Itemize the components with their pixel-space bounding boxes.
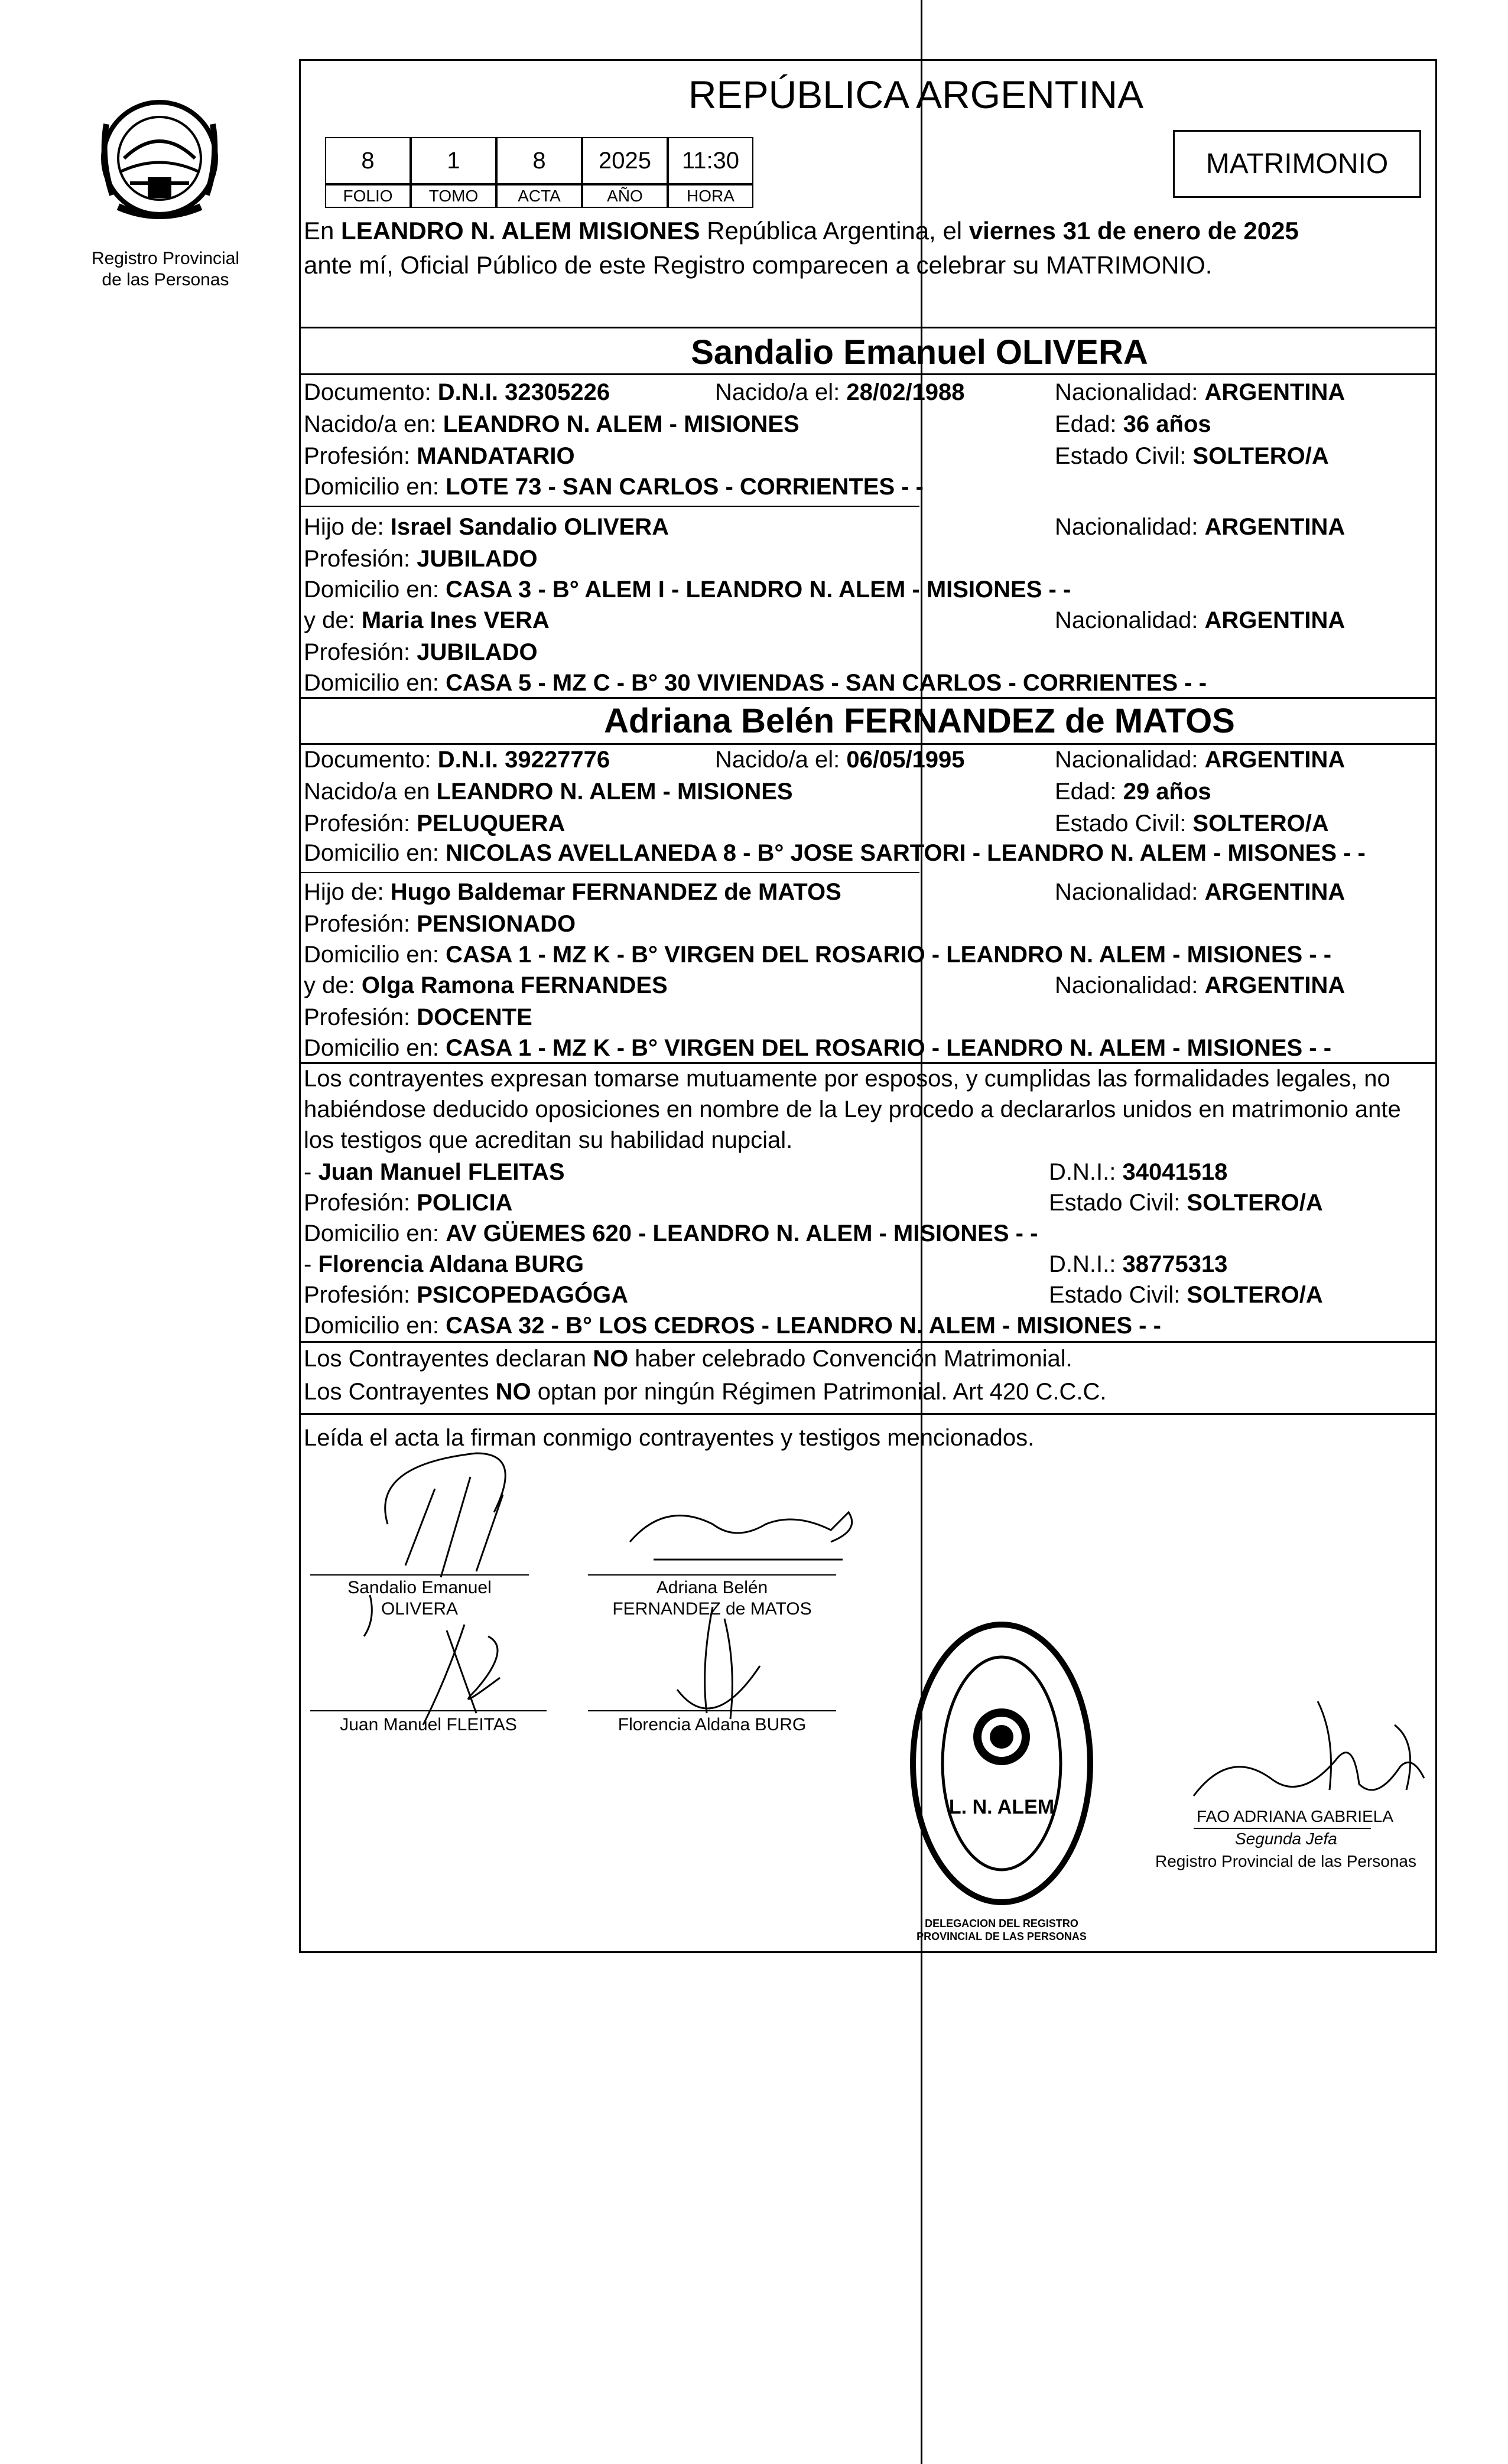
spouse2-civil-status: Estado Civil: SOLTERO/A [1055,811,1329,836]
spouse1-civil-status: Estado Civil: SOLTERO/A [1055,443,1329,469]
spouse1-father-address: Domicilio en: CASA 3 - B° ALEM I - LEANDRO N. ALEM - MISIONES - - [304,577,1071,603]
witness2-address: Domicilio en: CASA 32 - B° LOS CEDROS - LEANDRO N. ALEM - MISIONES - - [304,1313,1161,1339]
divider [299,1062,1437,1064]
act-type: MATRIMONIO [1205,148,1389,180]
divider [299,327,1437,328]
folio-label: FOLIO [325,184,411,208]
spouse2-mother-address: Domicilio en: CASA 1 - MZ K - B° VIRGEN DEL ROSARIO - LEANDRO N. ALEM - MISIONES - - [304,1035,1332,1061]
act-type-box [1173,130,1421,198]
officer-name: FAO ADRIANA GABRIELA [1197,1807,1394,1825]
divider [299,1413,1437,1415]
sig4-name: Florencia Aldana BURG [618,1715,807,1734]
spouse2-birthdate: Nacido/a el: 06/05/1995 [715,747,965,773]
witness1-profession: Profesión: POLICIA [304,1190,513,1216]
divider [299,506,919,507]
spouse2-father-address: Domicilio en: CASA 1 - MZ K - B° VIRGEN DEL ROSARIO - LEANDRO N. ALEM - MISIONES - - [304,942,1332,968]
divider [299,1341,1437,1343]
sig1-name-line1: Sandalio Emanuel [347,1578,492,1597]
spouse2-profession: Profesión: PELUQUERA [304,811,566,836]
country-title: REPÚBLICA ARGENTINA [688,73,1144,116]
signature-line [310,1574,529,1576]
spouse1-nationality: Nacionalidad: ARGENTINA [1055,379,1346,405]
spouse1-age: Edad: 36 años [1055,411,1211,437]
witness2-dni: D.N.I.: 38775313 [1049,1251,1228,1277]
spouse1-document: Documento: D.N.I. 32305226 [304,379,610,405]
spouse1-address: Domicilio en: LOTE 73 - SAN CARLOS - CORRIENTES - - [304,474,924,500]
divider [299,373,1437,375]
officer-title: Segunda Jefa [1235,1830,1337,1848]
signature-line [588,1710,836,1711]
hora-value: 11:30 [668,137,753,184]
intro-line1: En LEANDRO N. ALEM MISIONES República Argentina, el viernes 31 de enero de 2025 [304,217,1299,245]
registry-name-line2: de las Personas [102,270,229,289]
spouse1-birthdate: Nacido/a el: 28/02/1988 [715,379,965,405]
folio-value: 8 [325,137,411,184]
spouse1-mother-nationality: Nacionalidad: ARGENTINA [1055,607,1346,633]
official-stamp [904,1613,1099,1914]
spouse1-mother-profession: Profesión: JUBILADO [304,639,538,665]
spouse2-age: Edad: 29 años [1055,779,1211,805]
spouse1-mother: y de: Maria Ines VERA [304,607,550,633]
declaration-line2: habiéndose deducido oposiciones en nombre de la Ley procedo a declararlos unidos en matrimonio ante [304,1096,1401,1122]
spouse1-name: Sandalio Emanuel OLIVERA [691,333,1148,372]
spouse2-mother-profession: Profesión: DOCENTE [304,1004,532,1030]
witness1-name: - Juan Manuel FLEITAS [304,1159,565,1185]
signature-line [588,1574,836,1576]
witness2-civil-status: Estado Civil: SOLTERO/A [1049,1282,1323,1308]
stamp-ring-text: DELEGACION DEL REGISTRO PROVINCIAL DE LAS PERSONAS [916,1918,1087,1942]
divider [299,697,1437,699]
witness1-address: Domicilio en: AV GÜEMES 620 - LEANDRO N. ALEM - MISIONES - - [304,1220,1038,1246]
witness1-dni: D.N.I.: 34041518 [1049,1159,1228,1185]
spouse1-mother-address: Domicilio en: CASA 5 - MZ C - B° 30 VIVIENDAS - SAN CARLOS - CORRIENTES - - [304,670,1207,696]
spouse1-birthplace: Nacido/a en: LEANDRO N. ALEM - MISIONES [304,411,800,437]
sig2-name-line1: Adriana Belén [656,1578,768,1597]
spouse1-father-nationality: Nacionalidad: ARGENTINA [1055,514,1346,540]
declaration-line1: Los contrayentes expresan tomarse mutuamente por esposos, y cumplidas las formalidades legales, no [304,1066,1390,1092]
sig2-name-line2: FERNANDEZ de MATOS [612,1599,812,1619]
ano-label: AÑO [582,184,668,208]
registry-name-line1: Registro Provincial [91,249,240,268]
stamp-center-text: L. N. ALEM [948,1796,1055,1818]
regime-line1: Los Contrayentes declaran NO haber celebrado Convención Matrimonial. [304,1346,1072,1372]
ano-value: 2025 [582,137,668,184]
divider [299,872,919,873]
tomo-label: TOMO [411,184,496,208]
declaration-line3: los testigos que acreditan su habilidad nupcial. [304,1127,793,1153]
witness1-civil-status: Estado Civil: SOLTERO/A [1049,1190,1323,1216]
spouse1-profession: Profesión: MANDATARIO [304,443,575,469]
witness2-name: - Florencia Aldana BURG [304,1251,584,1277]
regime-line2: Los Contrayentes NO optan por ningún Régimen Patrimonial. Art 420 C.C.C. [304,1379,1107,1405]
officer-org: Registro Provincial de las Personas [1155,1852,1416,1870]
spouse2-birthplace: Nacido/a en LEANDRO N. ALEM - MISIONES [304,779,793,805]
spouse2-father-nationality: Nacionalidad: ARGENTINA [1055,879,1346,905]
spouse2-name: Adriana Belén FERNANDEZ de MATOS [604,702,1235,740]
signature-line [310,1710,547,1711]
sig1-name-line2: OLIVERA [381,1599,459,1619]
hora-label: HORA [668,184,753,208]
spouse1-father-profession: Profesión: JUBILADO [304,546,538,572]
tomo-value: 1 [411,137,496,184]
divider [299,743,1437,745]
spouse2-mother-nationality: Nacionalidad: ARGENTINA [1055,972,1346,998]
province-logo [89,89,230,224]
spouse2-mother: y de: Olga Ramona FERNANDES [304,972,668,998]
spouse2-address: Domicilio en: NICOLAS AVELLANEDA 8 - B° JOSE SARTORI - LEANDRO N. ALEM - MISONES - - [304,840,1366,866]
closing-text: Leída el acta la firman conmigo contrayentes y testigos mencionados. [304,1425,1035,1451]
acta-label: ACTA [496,184,582,208]
spouse2-father-profession: Profesión: PENSIONADO [304,911,576,937]
spouse1-father: Hijo de: Israel Sandalio OLIVERA [304,514,669,540]
intro-line2: ante mí, Oficial Público de este Registro comparecen a celebrar su MATRIMONIO. [304,251,1213,279]
spouse2-father: Hijo de: Hugo Baldemar FERNANDEZ de MATOS [304,879,841,905]
spouse2-nationality: Nacionalidad: ARGENTINA [1055,747,1346,773]
spouse2-document: Documento: D.N.I. 39227776 [304,747,610,773]
witness2-profession: Profesión: PSICOPEDAGÓGA [304,1282,629,1308]
sig3-name: Juan Manuel FLEITAS [340,1715,517,1734]
officer-signature [1182,1690,1430,1819]
acta-value: 8 [496,137,582,184]
